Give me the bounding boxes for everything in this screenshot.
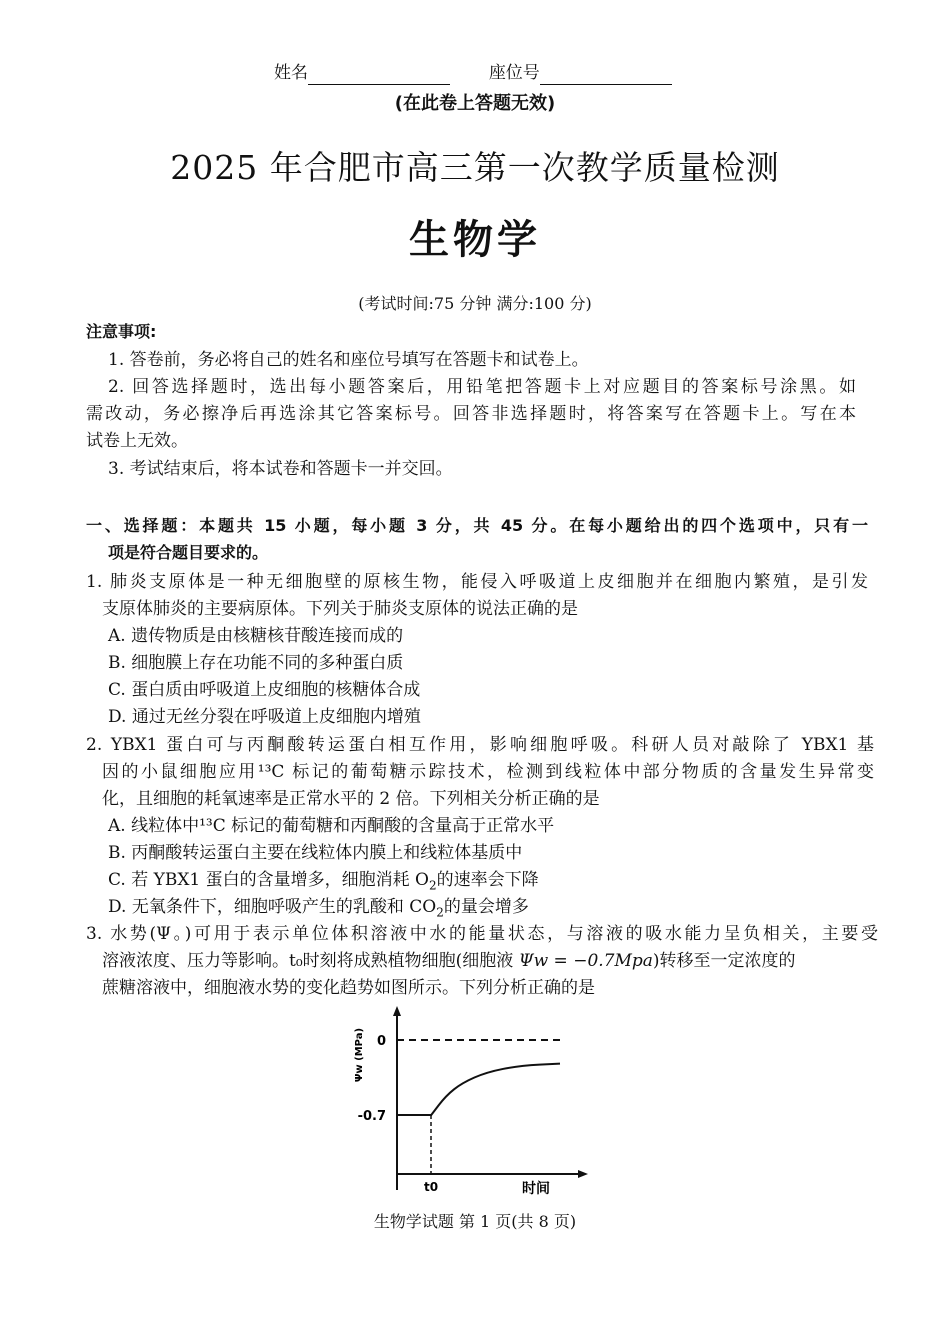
q2-stem-line-3: 化，且细胞的耗氧速率是正常水平的 2 倍。下列相关分析正确的是 bbox=[102, 789, 600, 809]
note-2-line-1: 2. 回答选择题时，选出每小题答案后，用铅笔把答题卡上对应题目的答案标号涂黑。如 bbox=[108, 377, 856, 397]
q3-stem-line-1: 3. 水势(Ψ。)可用于表示单位体积溶液中水的能量状态，与溶液的吸水能力呈负相关，主要受 bbox=[86, 924, 878, 944]
q1-option-d: D. 通过无丝分裂在呼吸道上皮细胞内增殖 bbox=[108, 707, 421, 727]
q1-option-b: B. 细胞膜上存在功能不同的多种蛋白质 bbox=[108, 653, 404, 673]
x-axis-arrow bbox=[578, 1170, 588, 1178]
x-tick-t0: t0 bbox=[423, 1180, 439, 1194]
q2-stem-line-2: 因的小鼠细胞应用¹³C 标记的葡萄糖示踪技术，检测到线粒体中部分物质的含量发生异常变 bbox=[102, 762, 874, 782]
q2-option-d: D. 无氧条件下，细胞呼吸产生的乳酸和 $CO_2$的量会增多 bbox=[108, 897, 529, 920]
q3-stem-line-2: 溶液浓度、压力等影响。t₀时刻将成熟植物细胞(细胞液 Ψw = −0.7Mpa)转移至一定浓度的 bbox=[102, 951, 796, 971]
q1-stem-line-2: 支原体肺炎的主要病原体。下列关于肺炎支原体的说法正确的是 bbox=[102, 599, 578, 619]
y-axis-arrow bbox=[393, 1006, 401, 1016]
q2-stem-line-1: 2. YBX1 蛋白可与丙酮酸转运蛋白相互作用，影响细胞呼吸。科研人员对敲除了 YBX1 基 bbox=[86, 735, 874, 755]
note-1: 1. 答卷前，务必将自己的姓名和座位号填写在答题卡和试卷上。 bbox=[108, 350, 589, 370]
name-seat-line bbox=[274, 61, 672, 85]
note-2-line-3: 试卷上无效。 bbox=[86, 431, 188, 451]
seat-blank bbox=[540, 66, 672, 85]
subject-title: 生物学 bbox=[409, 217, 541, 263]
note-3: 3. 考试结束后，将本试卷和答题卡一并交回。 bbox=[108, 459, 453, 479]
page-footer: 生物学试题 第 1 页(共 8 页) bbox=[373, 1212, 577, 1231]
y-tick-neg07: -0.7 bbox=[357, 1109, 386, 1124]
q1-stem-line-1: 1. 肺炎支原体是一种无细胞壁的原核生物，能侵入呼吸道上皮细胞并在细胞内繁殖，是引发 bbox=[86, 572, 868, 592]
q2-option-b: B. 丙酮酸转运蛋白主要在线粒体内膜上和线粒体基质中 bbox=[108, 843, 523, 863]
exam-title: 2025 年合肥市高三第一次教学质量检测 bbox=[170, 148, 780, 187]
q3-stem-line-3: 蔗糖溶液中，细胞液水势的变化趋势如图所示。下列分析正确的是 bbox=[102, 978, 595, 998]
section-heading-line-2: 项是符合题目要求的。 bbox=[108, 543, 269, 562]
name-blank bbox=[308, 66, 450, 85]
q3-formula: Ψw = −0.7Mpa bbox=[518, 951, 653, 971]
water-potential-chart bbox=[340, 1000, 600, 1200]
exam-info: (考试时间:75 分钟 满分:100 分) bbox=[358, 294, 592, 313]
water-potential-curve bbox=[397, 1064, 560, 1115]
seat-label: 座位号 bbox=[488, 63, 540, 83]
notes-heading: 注意事项: bbox=[86, 322, 157, 341]
q2-option-c: C. 若 YBX1 蛋白的含量增多，细胞消耗 $O_2$的速率会下降 bbox=[108, 870, 539, 893]
y-axis-label: Ψw (MPa) bbox=[354, 1027, 365, 1083]
invalid-note: (在此卷上答题无效) bbox=[394, 93, 556, 114]
q2-option-a: A. 线粒体中¹³C 标记的葡萄糖和丙酮酸的含量高于正常水平 bbox=[108, 816, 555, 836]
name-label: 姓名 bbox=[274, 63, 308, 83]
section-heading-line-1: 一、选择题：本题共 15 小题，每小题 3 分，共 45 分。在每小题给出的四个选项中，只有一 bbox=[86, 516, 868, 535]
x-axis-label: 时间 bbox=[522, 1181, 550, 1197]
q1-option-a: A. 遗传物质是由核糖核苷酸连接而成的 bbox=[108, 626, 404, 646]
q1-option-c: C. 蛋白质由呼吸道上皮细胞的核糖体合成 bbox=[108, 680, 421, 700]
y-tick-0: 0 bbox=[376, 1034, 386, 1049]
note-2-line-2: 需改动，务必擦净后再选涂其它答案标号。回答非选择题时，将答案写在答题卡上。写在本 bbox=[86, 404, 856, 424]
